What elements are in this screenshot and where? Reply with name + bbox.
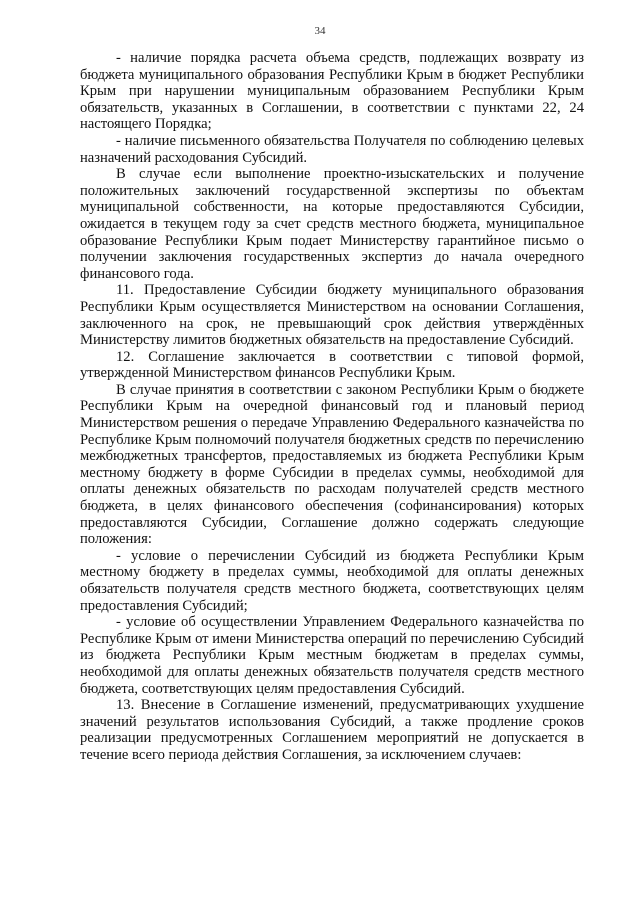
paragraph: В случае если выполнение проектно-изыскательских и получение положительных заключений государственной экспертизы по объектам муниципальной собственности, на которые предоставляются Субсидии, ожидается в текущем году за счет средств местного бюджета, муниципальное образование Республики Крым подает Министерству гарантийное письмо о получении заключения государственных экспертиз до начала очередного финансового года.	[80, 166, 584, 282]
paragraph: - условие об осуществлении Управлением Федерального казначейства по Республике Крым от имени Министерства операций по перечислению Субсидий из бюджета Республики Крым местным бюджетам в пределах суммы, необходимой для оплаты денежных обязательств получателя средств местного бюджета, соответствующих целям предоставления Субсидий.	[80, 614, 584, 697]
document-body	[80, 50, 584, 764]
paragraph: - наличие письменного обязательства Получателя по соблюдению целевых назначений расходования Субсидий.	[80, 132, 584, 166]
paragraph: - условие о перечислении Субсидий из бюджета Республики Крым местному бюджету в пределах суммы, необходимой для оплаты денежных обязательств получателя средств местного бюджета, соответствующих целям предоставления Субсидий;	[80, 547, 584, 614]
paragraph: 13. Внесение в Соглашение изменений, предусматривающих ухудшение значений результатов использования Субсидий, а также продление сроков реализации предусмотренных Соглашением мероприятий не допускается в течение всего периода действия Соглашения, за исключением случаев:	[80, 697, 584, 763]
page-number: 34	[314, 25, 326, 37]
paragraph: 12. Соглашение заключается в соответствии с типовой формой, утвержденной Министерством финансов Республики Крым.	[80, 348, 584, 382]
paragraph: - наличие порядка расчета объема средств, подлежащих возврату из бюджета муниципального образования Республики Крым в бюджет Республики Крым при нарушении муниципальным образованием Республики Крым обязательств, указанных в Соглашении, в соответствии с пунктами 22, 24 настоящего Порядка;	[80, 50, 584, 133]
paragraph: В случае принятия в соответствии с законом Республики Крым о бюджете Республики Крым на очередной финансовый год и плановый период Министерством решения о передаче Управлению Федерального казначейства по Республике Крым полномочий получателя бюджетных средств по перечислению межбюджетных трансфертов, предоставляемых из бюджета Республики Крым местному бюджету в форме Субсидии в пределах суммы, необходимой для оплаты денежных обязательств по расходам получателей средств местного бюджета, в целях финансового обеспечения (софинансирования) которых предоставляются Субсидии, Соглашение должно содержать следующие положения:	[80, 381, 584, 548]
paragraph: 11. Предоставление Субсидии бюджету муниципального образования Республики Крым осуществляется Министерством на основании Соглашения, заключенного на срок, не превышающий срок действия утверждённых Министерству лимитов бюджетных обязательств на предоставление Субсидий.	[80, 282, 584, 349]
